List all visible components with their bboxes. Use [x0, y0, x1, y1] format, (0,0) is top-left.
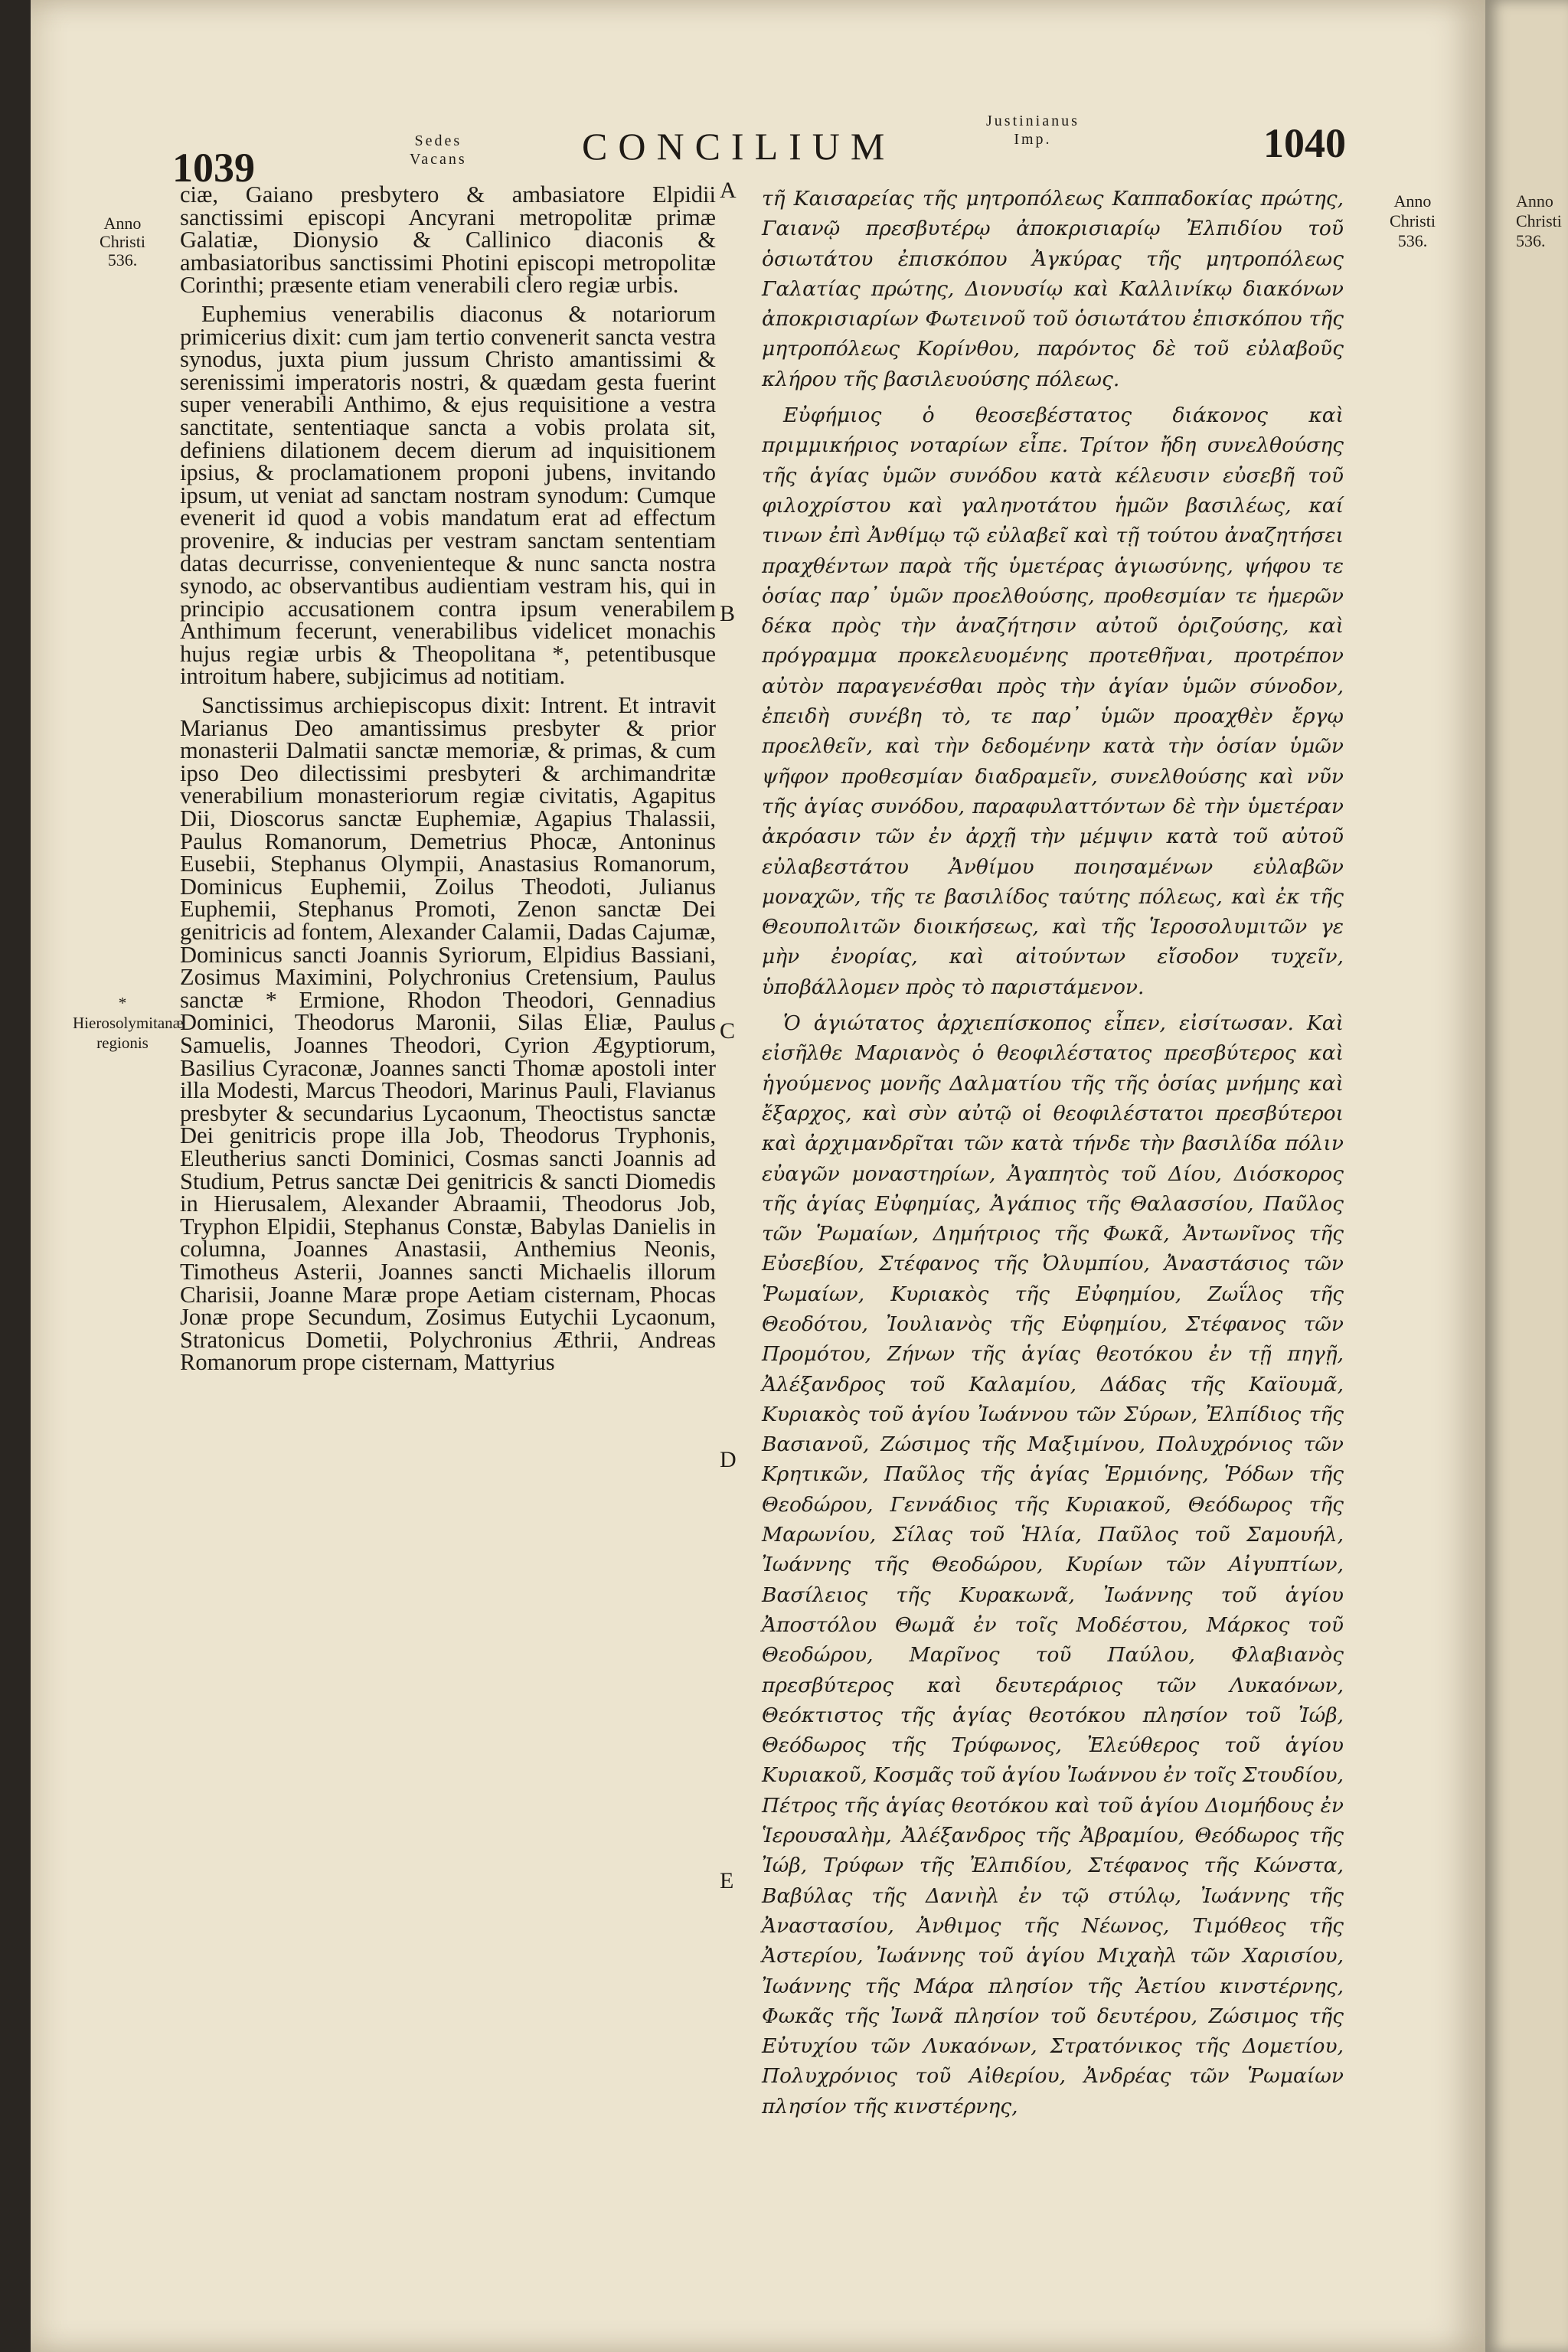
next-page-year-note: Anno Christi 536. [1516, 191, 1562, 250]
greek-paragraph: τῆ Καισαρείας τῆς μητροπόλεως Καππαδοκίας πρώτης, Γαιανῷ πρεσβυτέρῳ ἀποκρισιαρίῳ Ἐλπιδίου τοῦ ὁσιωτάτου ἐπισκόπου Ἀγκύρας τῆς μητροπόλεως Γαλατίας πρώτης, Διονυσίῳ καὶ Καλλινίκῳ διακόνων ἀποκρισιαρίων Φωτεινοῦ τοῦ ὁσιωτάτου ἐπισκόπου τῆς μητροπόλεως Κορίνθου, παρόντος δὲ τοῦ εὐλαβοῦς κλήρου τῆς βασιλευούσης πόλεως. [762, 187, 1344, 391]
latin-paragraph: ciæ, Gaiano presbytero & ambasiatore Elpidii sanctissimi episcopi Ancyrani metropolitæ primæ Galatiæ, Dionysio & Callinico diaconis & ambasiatoribus sanctissimi Photini episcopi metropolitæ Corinthi; præsente etiam venerabili clero regiæ urbis. [180, 181, 716, 299]
page-number-left: 1039 [172, 145, 255, 191]
margin-year-right: Anno Christi 536. [1390, 191, 1436, 250]
greek-column [762, 184, 1344, 2128]
latin-column [180, 181, 716, 1380]
greek-paragraph: Ὁ ἁγιώτατος ἀρχιεπίσκοπος εἶπεν, εἰσίτωσαν. Καὶ εἰσῆλθε Μαριανὸς ὁ θεοφιλέστατος πρεσβύτερος καὶ ἡγούμενος μονῆς Δαλματίου τῆς τῆς ὁσίας μνήμης καὶ ἔξαρχος, καὶ σὺν αὐτῷ οἱ θεοφιλέστατοι πρεσβύτεροι καὶ ἀρχιμανδρῖται τῶν κατὰ τήνδε τὴν βασιλίδα πόλιν εὐαγῶν μοναστηρίων, Ἀγαπητὸς τοῦ Δίου, Διόσκορος τῆς ἁγίας Εὐφημίας, Ἀγάπιος τῆς Θαλασσίου, Παῦλος τῶν Ῥωμαίων, Δημήτριος τῆς Φωκᾶ, Ἀντωνῖνος τῆς Εὐσεβίου, Στέφανος τῆς Ὀλυμπίου, Ἀναστάσιος τῶν Ῥωμαίων, Κυριακὸς τῆς Εὐφημίου, Ζωΐλος τῆς Θεοδότου, Ἰουλιανὸς τῆς Εὐφημίου, Στέφανος τῶν Προμότου, Ζήνων τῆς ἁγίας θεοτόκου ἐν τῇ πηγῇ, Ἀλέξανδρος τοῦ Καλαμίου, Δάδας τῆς Καϊουμᾶ, Κυριακὸς τοῦ ἁγίου Ἰωάννου τῶν Σύρων, Ἐλπίδιος τῆς Βασιανοῦ, Ζώσιμος τῆς Μαξιμίνου, Πολυχρόνιος τῶν Κρητικῶν, Παῦλος τῆς ἁγίας Ἑρμιόνης, Ῥόδων τῆς Θεοδώρου, Γεννάδιος τῆς Κυριακοῦ, Θεόδωρος τῆς Μαρωνίου, Σίλας τοῦ Ἡλία, Παῦλος τοῦ Σαμουήλ, Ἰωάννης τῆς Θεοδώρου, Κυρίων τῶν Αἰγυπτίων, Βασίλειος τῆς Κυρακωνᾶ, Ἰωάννης τοῦ ἁγίου Ἀποστόλου Θωμᾶ ἐν τοῖς Μοδέστου, Μάρκος τοῦ Θεοδώρου, Μαρῖνος τοῦ Παύλου, Φλαβιανὸς πρεσβύτερος καὶ δευτεράριος τῶν Λυκαόνων, Θεόκτιστος τῆς ἁγίας θεοτόκου πλησίον τοῦ Ἰώβ, Θεόδωρος τῆς Τρύφωνος, Ἐλεύθερος τοῦ ἁγίου Κυριακοῦ, Κοσμᾶς τοῦ ἁγίου Ἰωάννου ἐν τοῖς Στουδίου, Πέτρος τῆς ἁγίας θεοτόκου καὶ τοῦ ἁγίου Διομήδους ἐν Ἱερουσαλὴμ, Ἀλέξανδρος τῆς Ἀβραμίου, Θεόδωρος τῆς Ἰώβ, Τρύφων τῆς Ἐλπιδίου, Στέφανος τῆς Κώνστα, Βαβύλας τῆς Δανιὴλ ἐν τῷ στύλῳ, Ἰωάννης τῆς Ἀναστασίου, Ἀνθιμος τῆς Νέωνος, Τιμόθεος τῆς Ἀστερίου, Ἰωάννης τοῦ ἁγίου Μιχαὴλ τῶν Χαρισίου, Ἰωάννης τῆς Μάρα πλησίον τῆς Ἀετίου κινστέρνης, Φωκᾶς τῆς Ἰωνᾶ πλησίον τοῦ δευτέρου, Ζώσιμος τῆς Εὐτυχίου τῶν Λυκαόνων, Στρατόνικος τῆς Δομετίου, Πολυχρόνιος τοῦ Αἰθερίου, Ἀνδρέας τῶν Ῥωμαίων πλησίον τῆς κινστέρνης, [762, 1011, 1344, 2118]
section-letter-b: B [720, 601, 736, 626]
section-letter-c: C [720, 1018, 736, 1044]
section-letter-e: E [720, 1868, 734, 1893]
section-letter-a: A [720, 178, 737, 203]
running-head-left: Sedes Vacans [410, 132, 467, 168]
margin-footnote: * Hierosolymitanæ regionis [73, 994, 184, 1052]
margin-year-left: Anno Christi 536. [100, 214, 145, 270]
running-title: CONCILIUM [582, 125, 896, 168]
running-header [31, 107, 1485, 191]
greek-paragraph: Εὐφήμιος ὁ θεοσεβέστατος διάκονος καὶ πριμμικήριος νοταρίων εἶπε. Τρίτον ἤδη συνελθούσης τῆς ἁγίας ὑμῶν συνόδου κατὰ κέλευσιν εὐσεβῆ τοῦ φιλοχρίστου καὶ γαληνοτάτου ἡμῶν βασιλέως, καί τινων ἐπὶ Ἀνθίμῳ τῷ εὐλαβεῖ καὶ τῇ τούτου ἀναζητήσει πραχθέντων παρὰ τῆς ὑμετέρας ἁγιωσύνης, ψήφου τε ὁσίας παρ᾽ ὑμῶν προελθούσης, προθεσμίαν τε ἡμερῶν δέκα πρὸς τὴν ἀναζήτησιν αὐτοῦ ὁριζούσης, καὶ πρόγραμμα προκελευομένης προτεθῆναι, προτρέπον αὐτὸν παραγενέσθαι πρὸς τὴν ἁγίαν ὑμῶν σύνοδον, ἐπειδὴ συνέβη τὸ, τε παρ᾽ ὑμῶν προαχθὲν ἔργῳ προελθεῖν, καὶ τὴν δεδομένην κατὰ τὴν ὁσίαν ὑμῶν ψῆφον προθεσμίαν διαδραμεῖν, συνελθούσης καὶ νῦν τῆς ἁγίας συνόδου, παραφυλαττόντων δὲ τὴν ὑμετέραν ἀκρόασιν τῶν ἐν ἀρχῇ τὴν μέμψιν κατὰ τοῦ αὐτοῦ εὐλαβεστάτου Ἀνθίμου ποιησαμένων εὐλαβῶν μοναχῶν, τῆς τε βασιλίδος ταύτης πόλεως, καὶ ἐκ τῆς Θεουπολιτῶν διοικήσεως, καὶ τῆς Ἱεροσολυμιτῶν γε μὴν ἐνορίας, καὶ αἰτούντων εἴσοδον τυχεῖν, ὑποβάλλομεν πρὸς τὸ παριστάμενον. [762, 403, 1344, 999]
latin-paragraph: Sanctissimus archiepiscopus dixit: Intrent. Et intravit Marianus Deo amantissimus presbyter & prior monasterii Dalmatii sanctæ memoriæ, & primas, & cum ipso Deo dilectissimi presbyteri & archimandritæ venerabilium monasteriorum regiæ civitatis, Agapitus Dii, Dioscorus sanctæ Euphemiæ, Agapius Thalassii, Paulus Romanorum, Demetrius Phocæ, Antoninus Eusebii, Stephanus Olympii, Anastasius Romanorum, Dominicus Euphemii, Zoilus Theodoti, Julianus Euphemii, Stephanus Promoti, Zenon sanctæ Dei genitricis ad fontem, Alexander Calamii, Dadas Cajumæ, Dominicus sancti Joannis Syriorum, Elpidius Bassiani, Zosimus Maximini, Polychronius Cretensium, Paulus sanctæ * Ermione, Rhodon Theodori, Gennadius Dominici, Theodorus Maronii, Silas Eliæ, Paulus Samuelis, Joannes Theodori, Cyrion Ægyptiorum, Basilius Cyraconæ, Joannes sancti Thomæ apostoli inter illa Modesti, Marcus Theodori, Marinus Pauli, Flavianus presbyter & secundarius Lycaonum, Theoctistus sanctæ Dei genitricis prope illa Job, Theodorus Tryphonis, Eleutherius sancti Dominici, Cosmas sancti Joannis ad Studium, Petrus sanctæ Dei genitricis & sancti Diomedis in Hierusalem, Alexander Abraamii, Theodorus Job, Tryphon Elpidii, Stephanus Constæ, Babylas Danielis in columna, Joannes Anastasii, Anthemius Neonis, Timotheus Asterii, Joannes sancti Michaelis illorum Charisii, Joanne Maræ prope Aetiam cisternam, Phocas Jonæ prope Secundum, Zosimus Eutychii Lycaonum, Stratonicus Dometii, Polychronius Æthrii, Andreas Romanorum prope cisternam, Mattyrius [180, 692, 716, 1376]
latin-paragraph: Euphemius venerabilis diaconus & notariorum primicerius dixit: cum jam tertio convenerit sancta vestra synodus, juxta pium jussum Christo amantissimi & serenissimi imperatoris nostri, & quædam gesta fuerint super venerabili Anthimo, & ejus requisitione a vestra sanctitate, sententiaque sancta a vobis prolata sit, definiens dilationem decem dierum ad inquisitionem ipsius, & proclamationem proponi jubens, invitando ipsum, ut veniat ad sanctam nostram synodum: Cumque evenerit id quod a vobis mandatum erat ad effectum provenire, & inducias per vestram sanctam sententiam datas decurrisse, convenienteque & nunc sancta nostra synodo, ac observantibus audientiam vestram his, qui in principio accusationem contra ipsum venerabilem Anthimum fecerunt, venerabilibus videlicet monachis hujus regiæ urbis & Theopolitana *, petentibusque introitum habere, subjicimus ad notitiam. [180, 300, 716, 690]
page-number-right: 1040 [1263, 120, 1346, 166]
section-letter-d: D [720, 1447, 737, 1472]
next-page-edge [1485, 0, 1568, 2352]
book-page [31, 0, 1485, 2352]
running-head-right: Justinianus Imp. [986, 113, 1080, 148]
